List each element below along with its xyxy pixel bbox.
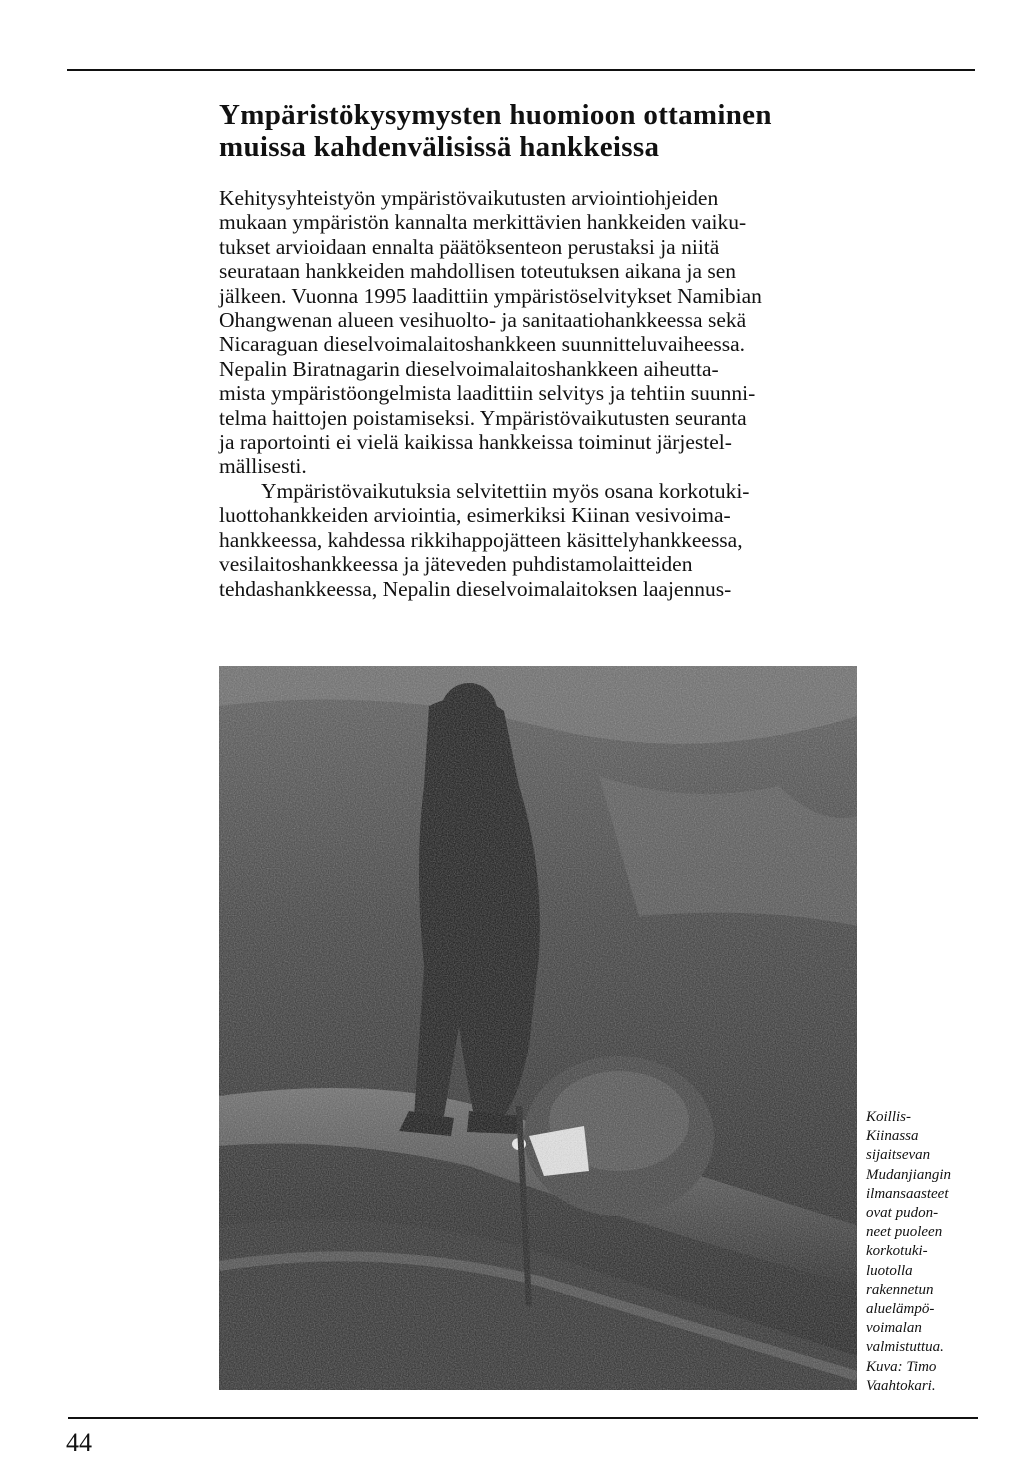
caption-line: luotolla [866,1262,913,1279]
text-line: jälkeen. Vuonna 1995 laadittiin ympäristöselvitykset Namibian [219,283,762,308]
text-line: seurataan hankkeiden mahdollisen toteutuksen aikana ja sen [219,259,737,284]
heading-line: muissa kahdenvälisissä hankkeissa [219,131,660,163]
text-line: Kehitysyhteistyön ympäristövaikutusten arviointiohjeiden [219,186,719,210]
photo-caption [866,1108,996,1396]
caption-line: Mudanjiangin [866,1166,951,1183]
photo-pipeline [219,666,857,1390]
paragraph-2 [219,479,929,601]
page-number: 44 [66,1428,92,1457]
paragraph-1 [219,186,929,479]
text-line: luottohankkeiden arviointia, esimerkiksi Kiinan vesivoima- [219,503,731,528]
caption-line: neet puoleen [866,1224,943,1241]
caption-line: ovat pudon- [866,1205,939,1222]
caption-line: voimalan [866,1320,922,1337]
caption-line: Vaahtokari. [866,1377,936,1394]
article-heading [219,99,919,163]
heading-line: Ympäristökysymysten huomioon ottaminen [219,99,772,131]
text-line: tukset arvioidaan ennalta päätöksenteon perustaksi ja niitä [219,234,720,259]
text-line: ja raportointi ei vielä kaikissa hankkeissa toiminut järjestel- [219,430,732,455]
text-line: vesilaitoshankkeessa ja jäteveden puhdistamolaitteiden [219,552,693,577]
caption-line: valmistuttua. [866,1339,944,1356]
text-line: mukaan ympäristön kannalta merkittävien hankkeiden vaiku- [219,210,747,235]
caption-line: Koillis- [866,1109,912,1125]
caption-line: rakennetun [866,1281,934,1298]
text-line: hankkeessa, kahdessa rikkihappojätteen käsittelyhankkeessa, [219,527,743,552]
text-line: Nicaraguan dieselvoimalaitoshankkeen suunnitteluvaiheessa. [219,332,745,357]
caption-line: Kiinassa [866,1128,919,1145]
text-line: Nepalin Biratnagarin dieselvoimalaitoshankkeen aiheutta- [219,356,719,381]
caption-line: korkotuki- [866,1243,928,1260]
text-line: mällisesti. [219,454,307,479]
text-line: telma haittojen poistamiseksi. Ympäristövaikutusten seuranta [219,405,747,430]
caption-line: ilmansaasteet [866,1185,949,1202]
bottom-rule [68,1417,978,1419]
caption-line: Kuva: Timo [866,1358,937,1375]
text-line: Ympäristövaikutuksia selvitettiin myös osana korkotuki- [261,478,750,503]
top-rule [67,69,975,71]
text-line: Ohangwenan alueen vesihuolto- ja sanitaatiohankkeessa sekä [219,308,747,333]
photo-grain [219,666,857,1390]
article-body [219,186,929,601]
text-line: mista ympäristöongelmista laadittiin selvitys ja tehtiin suunni- [219,381,756,406]
photo-illustration [219,666,857,1390]
caption-line: aluelämpö- [866,1301,935,1318]
caption-line: sijaitsevan [866,1147,931,1164]
text-line: tehdashankkeessa, Nepalin dieselvoimalaitoksen laajennus- [219,576,732,601]
